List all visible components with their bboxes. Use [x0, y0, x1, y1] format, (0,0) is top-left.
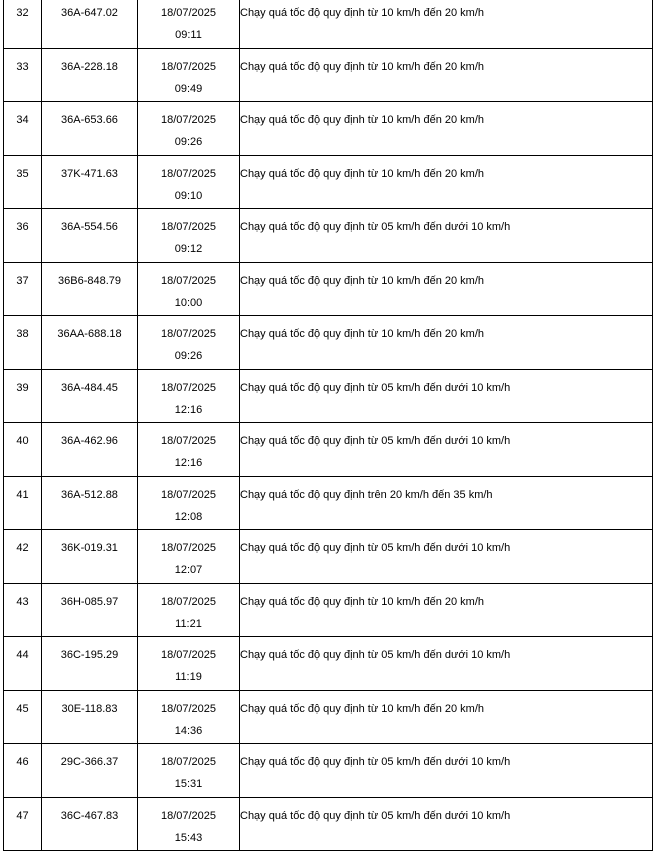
row-number-cell [4, 369, 42, 423]
table-row [4, 583, 653, 637]
table-row [4, 690, 653, 744]
row-number: 38 [16, 328, 29, 340]
violation-date: 18/07/2025 [160, 274, 217, 287]
table-row [4, 155, 653, 209]
row-number: 37 [16, 274, 29, 287]
row-number-cell [4, 0, 42, 48]
violation-cell [240, 155, 653, 209]
license-plate-cell [42, 0, 138, 48]
violation-description: Chạy quá tốc độ quy định từ 05 km/h đến dưới 10 km/h [240, 809, 511, 822]
license-plate: 36B6-848.79 [58, 274, 121, 287]
violation-cell [240, 102, 653, 156]
datetime-cell [138, 637, 240, 691]
violation-description: Chạy quá tốc độ quy định từ 10 km/h đến 20 km/h [240, 60, 485, 73]
row-number: 40 [16, 435, 29, 447]
license-plate-cell [42, 209, 138, 263]
row-number-cell [4, 102, 42, 156]
table-row [4, 0, 653, 48]
row-number-cell [4, 316, 42, 370]
table-row [4, 530, 653, 584]
datetime-cell [138, 209, 240, 263]
license-plate-cell [42, 102, 138, 156]
license-plate-cell [42, 744, 138, 798]
license-plate-cell [42, 423, 138, 477]
row-number: 34 [16, 114, 29, 126]
violation-cell [240, 262, 653, 316]
violation-date: 18/07/2025 [160, 167, 217, 180]
license-plate: 36A-647.02 [61, 7, 118, 19]
license-plate: 36AA-688.18 [57, 328, 122, 340]
violation-description: Chạy quá tốc độ quy định từ 05 km/h đến dưới 10 km/h [240, 542, 511, 554]
violation-time: 09:12 [174, 243, 203, 255]
license-plate: 36A-653.66 [61, 114, 118, 126]
license-plate: 36C-195.29 [60, 649, 119, 661]
row-number-cell [4, 423, 42, 477]
violation-cell [240, 476, 653, 530]
violation-description: Chạy quá tốc độ quy định từ 05 km/h đến dưới 10 km/h [240, 381, 511, 394]
violation-date: 18/07/2025 [160, 328, 217, 340]
license-plate-cell [42, 530, 138, 584]
datetime-cell [138, 155, 240, 209]
datetime-cell [138, 583, 240, 637]
violation-cell [240, 744, 653, 798]
license-plate: 37K-471.63 [61, 167, 118, 180]
violation-date: 18/07/2025 [160, 488, 217, 501]
row-number: 44 [16, 649, 29, 661]
violation-date: 18/07/2025 [160, 756, 217, 768]
datetime-cell [138, 744, 240, 798]
datetime-cell [138, 102, 240, 156]
violation-cell [240, 637, 653, 691]
row-number: 46 [16, 756, 29, 768]
violation-cell [240, 369, 653, 423]
row-number: 39 [16, 381, 29, 394]
datetime-cell [138, 476, 240, 530]
violation-description: Chạy quá tốc độ quy định từ 10 km/h đến 20 km/h [240, 328, 485, 340]
violation-description: Chạy quá tốc độ quy định từ 05 km/h đến dưới 10 km/h [240, 221, 511, 233]
violation-date: 18/07/2025 [160, 595, 217, 608]
table-row [4, 262, 653, 316]
datetime-cell [138, 369, 240, 423]
row-number-cell [4, 797, 42, 851]
violation-time: 11:19 [175, 671, 202, 683]
violation-cell [240, 797, 653, 851]
license-plate: 36K-019.31 [61, 542, 118, 554]
violation-date: 18/07/2025 [160, 221, 217, 233]
violation-description: Chạy quá tốc độ quy định từ 10 km/h đến 20 km/h [240, 595, 485, 608]
license-plate: 36A-484.45 [61, 381, 118, 394]
row-number: 33 [16, 60, 29, 73]
license-plate-cell [42, 583, 138, 637]
violation-cell [240, 690, 653, 744]
violation-time: 10:00 [174, 296, 203, 309]
license-plate-cell [42, 316, 138, 370]
license-plate-cell [42, 262, 138, 316]
table-row [4, 637, 653, 691]
violation-description: Chạy quá tốc độ quy định từ 10 km/h đến 20 km/h [240, 114, 485, 126]
violation-description: Chạy quá tốc độ quy định trên 20 km/h đến 35 km/h [240, 488, 493, 501]
violation-date: 18/07/2025 [160, 702, 217, 715]
license-plate: 29C-366.37 [60, 756, 119, 768]
row-number-cell [4, 262, 42, 316]
row-number-cell [4, 583, 42, 637]
violation-time: 09:49 [174, 82, 203, 95]
license-plate: 30E-118.83 [61, 702, 118, 715]
row-number-cell [4, 209, 42, 263]
datetime-cell [138, 690, 240, 744]
violation-description: Chạy quá tốc độ quy định từ 10 km/h đến 20 km/h [240, 274, 485, 287]
row-number: 35 [16, 167, 29, 180]
violation-time: 12:16 [174, 403, 203, 416]
violation-date: 18/07/2025 [160, 435, 217, 447]
row-number: 32 [16, 7, 29, 19]
table-row [4, 102, 653, 156]
license-plate: 36A-228.18 [61, 60, 118, 73]
violation-date: 18/07/2025 [160, 114, 217, 126]
row-number: 47 [16, 809, 29, 822]
violation-description: Chạy quá tốc độ quy định từ 10 km/h đến 20 km/h [240, 7, 485, 19]
violation-date: 18/07/2025 [160, 542, 217, 554]
license-plate: 36C-467.83 [60, 809, 119, 822]
violation-date: 18/07/2025 [160, 60, 217, 73]
violation-time: 09:10 [174, 189, 203, 202]
table-row [4, 476, 653, 530]
violations-table-body [4, 0, 653, 851]
violation-date: 18/07/2025 [160, 381, 217, 394]
table-row [4, 797, 653, 851]
violation-time: 09:11 [175, 29, 202, 41]
violation-cell [240, 48, 653, 102]
violations-table [3, 0, 653, 851]
row-number-cell [4, 744, 42, 798]
license-plate-cell [42, 369, 138, 423]
row-number: 41 [16, 488, 29, 501]
row-number: 45 [16, 702, 29, 715]
violation-date: 18/07/2025 [160, 809, 217, 822]
row-number-cell [4, 690, 42, 744]
row-number-cell [4, 637, 42, 691]
table-row [4, 423, 653, 477]
row-number: 36 [16, 221, 29, 233]
violation-time: 12:16 [174, 457, 203, 469]
datetime-cell [138, 530, 240, 584]
table-row [4, 48, 653, 102]
row-number: 43 [16, 595, 29, 608]
violation-cell [240, 0, 653, 48]
license-plate-cell [42, 476, 138, 530]
license-plate: 36A-554.56 [61, 221, 118, 233]
row-number-cell [4, 530, 42, 584]
datetime-cell [138, 797, 240, 851]
license-plate-cell [42, 690, 138, 744]
violation-time: 15:31 [174, 778, 203, 790]
datetime-cell [138, 423, 240, 477]
violation-description: Chạy quá tốc độ quy định từ 10 km/h đến 20 km/h [240, 702, 485, 715]
datetime-cell [138, 0, 240, 48]
license-plate-cell [42, 48, 138, 102]
license-plate: 36H-085.97 [60, 595, 119, 608]
violation-date: 18/07/2025 [160, 649, 217, 661]
row-number-cell [4, 155, 42, 209]
violation-time: 12:07 [174, 564, 203, 576]
datetime-cell [138, 316, 240, 370]
violation-time: 14:36 [174, 724, 203, 737]
violation-cell [240, 209, 653, 263]
violation-time: 09:26 [174, 350, 203, 362]
datetime-cell [138, 48, 240, 102]
license-plate: 36A-512.88 [61, 488, 118, 501]
row-number: 42 [16, 542, 29, 554]
violation-description: Chạy quá tốc độ quy định từ 10 km/h đến 20 km/h [240, 167, 485, 180]
datetime-cell [138, 262, 240, 316]
license-plate-cell [42, 155, 138, 209]
violation-cell [240, 316, 653, 370]
violation-cell [240, 423, 653, 477]
table-row [4, 209, 653, 263]
violation-time: 15:43 [174, 831, 203, 844]
violation-time: 12:08 [174, 510, 203, 523]
table-row [4, 369, 653, 423]
violation-cell [240, 530, 653, 584]
row-number-cell [4, 48, 42, 102]
violation-description: Chạy quá tốc độ quy định từ 05 km/h đến dưới 10 km/h [240, 435, 511, 447]
row-number-cell [4, 476, 42, 530]
violation-description: Chạy quá tốc độ quy định từ 05 km/h đến dưới 10 km/h [240, 649, 511, 661]
table-row [4, 744, 653, 798]
violation-description: Chạy quá tốc độ quy định từ 05 km/h đến dưới 10 km/h [240, 756, 511, 768]
violation-cell [240, 583, 653, 637]
license-plate-cell [42, 797, 138, 851]
violation-date: 18/07/2025 [160, 7, 217, 19]
table-row [4, 316, 653, 370]
violation-time: 11:21 [175, 617, 202, 630]
license-plate: 36A-462.96 [61, 435, 118, 447]
violation-time: 09:26 [174, 136, 203, 148]
license-plate-cell [42, 637, 138, 691]
